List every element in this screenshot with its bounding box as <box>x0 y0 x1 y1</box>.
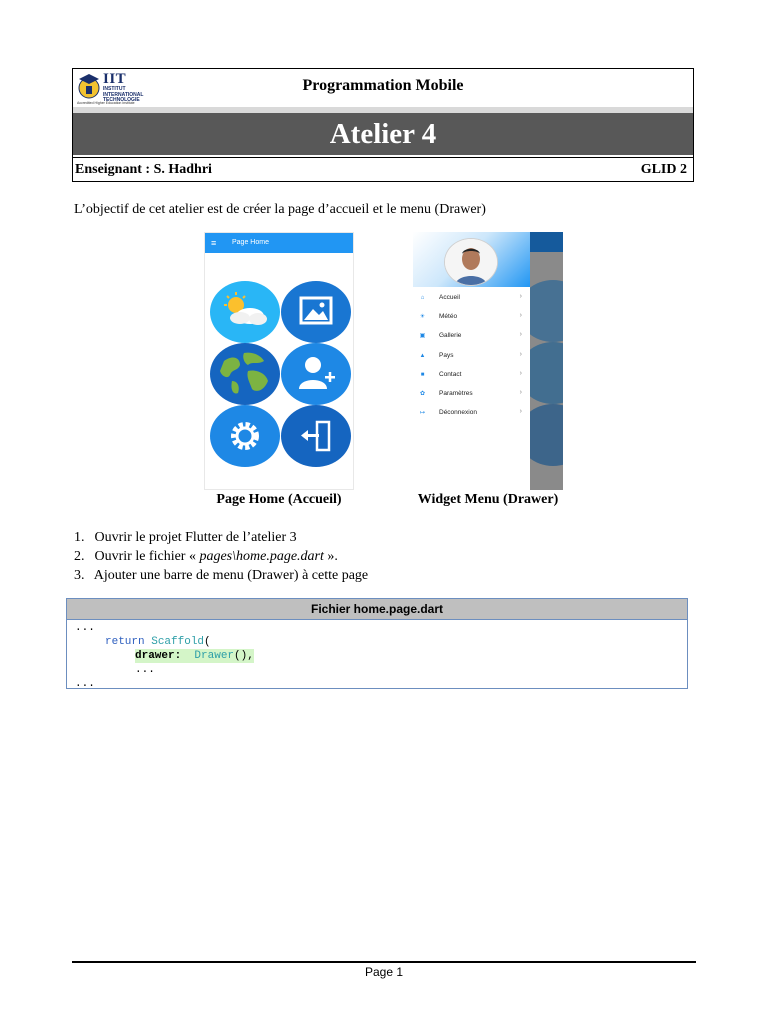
drawer-item-parametres[interactable] <box>413 386 530 405</box>
drawer-item-label: Contact <box>439 371 462 378</box>
countries-tile[interactable] <box>210 343 280 405</box>
code-line <box>105 635 211 649</box>
gear-icon: ✿ <box>419 391 426 397</box>
drawer-item-accueil[interactable] <box>413 290 530 309</box>
class-label: GLID 2 <box>640 162 687 177</box>
list-number: 3. <box>74 568 85 583</box>
drawer-item-label: Pays <box>439 352 454 359</box>
app-bar <box>205 233 353 253</box>
code-block <box>66 598 688 689</box>
drawer-item-label: Déconnexion <box>439 409 477 416</box>
list-number: 2. <box>74 549 85 564</box>
home-icon: ⌂ <box>420 295 425 301</box>
page-number: Page 1 <box>364 965 404 979</box>
list-item <box>74 547 368 566</box>
chevron-right-icon: › <box>519 389 522 396</box>
logo-tagline: Accredited Higher Education Institute <box>77 101 135 105</box>
list-text: Ajouter une barre de menu (Drawer) à cette page <box>93 568 369 583</box>
course-name: Programmation Mobile <box>302 77 464 94</box>
code-line: ... <box>135 664 155 676</box>
gallery-tile[interactable] <box>281 281 351 343</box>
code-punct: (), <box>234 650 254 662</box>
code-type: Drawer <box>194 650 235 662</box>
list-item <box>74 528 368 547</box>
drawer-item-label: Paramètres <box>439 390 473 397</box>
drawer-item-deconnexion[interactable] <box>413 405 530 424</box>
drawer-screenshot <box>413 232 563 490</box>
sun-icon: ☀ <box>419 314 426 320</box>
code-key: drawer: <box>135 650 182 662</box>
avatar <box>444 238 498 286</box>
objective-text: L’objectif de cet atelier est de créer la page d’accueil et le menu (Drawer) <box>74 202 486 217</box>
document-title: Atelier 4 <box>73 113 693 155</box>
settings-icon <box>210 405 280 467</box>
chevron-right-icon: › <box>519 370 522 377</box>
weather-tile[interactable] <box>210 281 280 343</box>
list-text: Ouvrir le projet Flutter de l’atelier 3 <box>94 530 297 545</box>
code-line: ... <box>75 678 95 690</box>
profile-photo <box>445 239 497 285</box>
chevron-right-icon: › <box>519 331 522 338</box>
code-type: Scaffold <box>151 636 205 648</box>
gallery-icon <box>281 281 351 343</box>
footer-rule <box>72 961 696 963</box>
hamburger-menu-icon[interactable]: ≡ <box>211 238 217 248</box>
header-rule <box>73 157 693 158</box>
list-number: 1. <box>74 530 85 545</box>
logo-name: IIT <box>103 71 127 87</box>
globe-icon <box>210 343 280 405</box>
drawer-item-meteo[interactable] <box>413 309 530 328</box>
list-text-post: ». <box>323 549 338 564</box>
logout-icon: ↦ <box>419 410 426 416</box>
code-line: ... <box>75 622 95 634</box>
logo-subtitle: INSTITUT INTERNATIONAL TECHNOLOGIE <box>103 86 144 103</box>
logout-icon <box>281 405 351 467</box>
contact-tile[interactable] <box>281 343 351 405</box>
image-icon: ▣ <box>419 333 426 339</box>
steps-list <box>74 528 368 585</box>
teacher-label: Enseignant : S. Hadhri <box>75 162 212 177</box>
chevron-right-icon: › <box>519 293 522 300</box>
logout-tile[interactable] <box>281 405 351 467</box>
chevron-right-icon: › <box>519 351 522 358</box>
dimmed-app-bar <box>530 232 563 252</box>
settings-tile[interactable] <box>210 405 280 467</box>
drawer-panel <box>413 232 530 490</box>
weather-icon <box>210 281 280 343</box>
code-punct: ( <box>204 636 211 648</box>
code-keyword: return <box>105 636 145 648</box>
drawer-header <box>413 232 530 287</box>
chevron-right-icon: › <box>519 312 522 319</box>
code-block-title: Fichier home.page.dart <box>67 599 687 620</box>
list-text-pre: Ouvrir le fichier « <box>94 549 200 564</box>
drawer-item-gallerie[interactable] <box>413 328 530 347</box>
drawer-item-contact[interactable] <box>413 367 530 386</box>
file-path: pages\home.page.dart <box>199 549 324 564</box>
document-header <box>72 68 694 182</box>
app-bar-title: Page Home <box>232 239 269 246</box>
code-line-highlighted <box>135 649 254 663</box>
map-icon: ▲ <box>419 353 426 359</box>
drawer-item-label: Gallerie <box>439 332 462 339</box>
drawer-item-pays[interactable] <box>413 348 530 367</box>
drawer-item-label: Accueil <box>439 294 460 301</box>
caption-home: Page Home (Accueil) <box>216 492 342 507</box>
add-user-icon <box>281 343 351 405</box>
caption-drawer: Widget Menu (Drawer) <box>417 492 559 507</box>
list-item <box>74 566 368 585</box>
drawer-item-label: Météo <box>439 313 458 320</box>
contact-icon: ■ <box>420 372 425 378</box>
home-page-screenshot <box>204 232 354 490</box>
chevron-right-icon: › <box>519 408 522 415</box>
